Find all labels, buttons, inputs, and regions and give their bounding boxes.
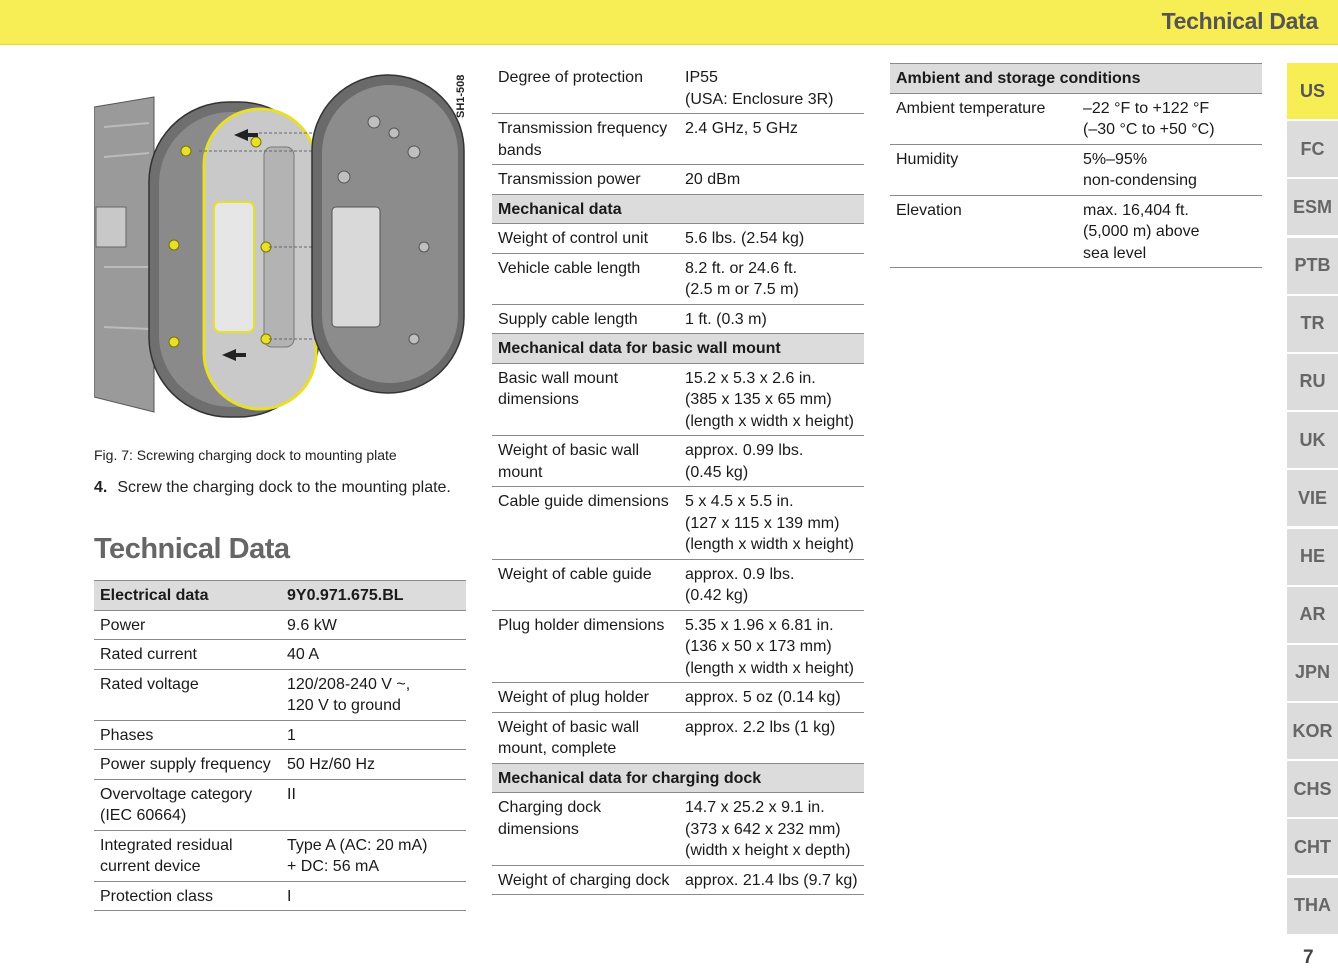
page-header <box>0 0 1338 45</box>
table-section-header <box>492 334 864 364</box>
tab-chs[interactable]: CHS <box>1287 761 1338 817</box>
tab-fc[interactable]: FC <box>1287 121 1338 177</box>
table-cell: 120/208-240 V ~, 120 V to ground <box>281 669 466 720</box>
tab-us[interactable]: US <box>1287 63 1338 119</box>
table-cell: 8.2 ft. or 24.6 ft. (2.5 m or 7.5 m) <box>679 253 864 304</box>
tab-he[interactable]: HE <box>1287 529 1338 585</box>
table-cell: 14.7 x 25.2 x 9.1 in. (373 x 642 x 232 mm) (width x height x depth) <box>679 793 864 866</box>
table-cell: Weight of plug holder <box>492 683 679 713</box>
table-row <box>492 253 864 304</box>
table-cell: I <box>281 881 466 911</box>
table-cell: Plug holder dimensions <box>492 610 679 683</box>
page-number: 7 <box>1303 947 1314 968</box>
tab-ptb[interactable]: PTB <box>1287 238 1338 294</box>
table-cell: Overvoltage category (IEC 60664) <box>94 779 281 830</box>
table-cell: Mechanical data for basic wall mount <box>492 334 864 364</box>
table-cell: Mechanical data <box>492 194 864 224</box>
table-row <box>94 640 466 670</box>
tab-tr[interactable]: TR <box>1287 296 1338 352</box>
table-row <box>94 779 466 830</box>
figure-code-text: SH1-508 <box>455 74 467 118</box>
table-row <box>94 881 466 911</box>
table-cell: approx. 2.2 lbs (1 kg) <box>679 712 864 763</box>
table-row <box>492 114 864 165</box>
table-cell: Ambient and storage conditions <box>890 64 1262 94</box>
tab-kor[interactable]: KOR <box>1287 703 1338 759</box>
table-cell: 5%–95% non-condensing <box>1077 144 1262 195</box>
table-row <box>492 559 864 610</box>
figure-caption: Fig. 7: Screwing charging dock to mounting plate <box>94 447 397 463</box>
figure-charging-dock <box>94 67 466 440</box>
table-cell: Charging dock dimensions <box>492 793 679 866</box>
table-row <box>492 224 864 254</box>
table-cell: 9Y0.971.675.BL <box>281 581 466 611</box>
table-section-header <box>492 763 864 793</box>
table-cell: 15.2 x 5.3 x 2.6 in. (385 x 135 x 65 mm) (length x width x height) <box>679 363 864 436</box>
table-cell: Humidity <box>890 144 1077 195</box>
table-cell: Weight of charging dock <box>492 865 679 895</box>
tab-uk[interactable]: UK <box>1287 412 1338 468</box>
table-cell: 9.6 kW <box>281 610 466 640</box>
table-cell: Weight of basic wall mount <box>492 436 679 487</box>
table-cell: 2.4 GHz, 5 GHz <box>679 114 864 165</box>
table-row <box>94 669 466 720</box>
tab-ru[interactable]: RU <box>1287 354 1338 410</box>
table-row <box>492 304 864 334</box>
table-row <box>890 93 1262 144</box>
table-cell: max. 16,404 ft. (5,000 m) above sea level <box>1077 195 1262 268</box>
table-row <box>492 63 864 114</box>
table-cell: Electrical data <box>94 581 281 611</box>
table-cell: Integrated residual current device <box>94 830 281 881</box>
tab-tha[interactable]: THA <box>1287 878 1338 934</box>
table-row <box>492 712 864 763</box>
table-row <box>492 793 864 866</box>
table-cell: 20 dBm <box>679 165 864 195</box>
table-cell: Mechanical data for charging dock <box>492 763 864 793</box>
table-cell: Type A (AC: 20 mA) + DC: 56 mA <box>281 830 466 881</box>
step-number: 4. <box>94 479 108 496</box>
table-row <box>890 195 1262 268</box>
header-title: Technical Data <box>1161 8 1318 34</box>
tab-vie[interactable]: VIE <box>1287 470 1338 526</box>
table-cell: Weight of control unit <box>492 224 679 254</box>
section-title: Technical Data <box>94 533 290 565</box>
step-text: Screw the charging dock to the mounting plate. <box>117 479 451 496</box>
table-cell: Power supply frequency <box>94 750 281 780</box>
table-cell: Ambient temperature <box>890 93 1077 144</box>
table-row <box>492 363 864 436</box>
table-cell: 5.6 lbs. (2.54 kg) <box>679 224 864 254</box>
tab-esm[interactable]: ESM <box>1287 179 1338 235</box>
table-cell: Rated current <box>94 640 281 670</box>
tab-ar[interactable]: AR <box>1287 587 1338 643</box>
language-tabs <box>1287 63 1338 936</box>
table-cell: Rated voltage <box>94 669 281 720</box>
table-row <box>492 165 864 195</box>
table-cell: IP55 (USA: Enclosure 3R) <box>679 63 864 114</box>
table-cell: approx. 0.9 lbs. (0.42 kg) <box>679 559 864 610</box>
table-row <box>492 865 864 895</box>
table-row <box>492 683 864 713</box>
table-cell: Phases <box>94 720 281 750</box>
table-cell: Transmission frequency bands <box>492 114 679 165</box>
table-row <box>492 610 864 683</box>
table-cell: approx. 21.4 lbs (9.7 kg) <box>679 865 864 895</box>
table-cell: 5.35 x 1.96 x 6.81 in. (136 x 50 x 173 mm) (length x width x height) <box>679 610 864 683</box>
table-cell: approx. 0.99 lbs. (0.45 kg) <box>679 436 864 487</box>
table-cell: Power <box>94 610 281 640</box>
table-header-row <box>94 581 466 611</box>
table-row <box>492 487 864 560</box>
electrical-data-table <box>94 580 466 911</box>
table-cell: Basic wall mount dimensions <box>492 363 679 436</box>
table-cell: II <box>281 779 466 830</box>
table-cell: Weight of cable guide <box>492 559 679 610</box>
table-cell: 40 A <box>281 640 466 670</box>
table-cell: Transmission power <box>492 165 679 195</box>
table-row <box>94 610 466 640</box>
table-cell: Cable guide dimensions <box>492 487 679 560</box>
table-row <box>94 750 466 780</box>
table-cell: Vehicle cable length <box>492 253 679 304</box>
figure-code <box>453 68 467 120</box>
table-cell: 5 x 4.5 x 5.5 in. (127 x 115 x 139 mm) (length x width x height) <box>679 487 864 560</box>
table-cell: approx. 5 oz (0.14 kg) <box>679 683 864 713</box>
table-cell: Elevation <box>890 195 1077 268</box>
instruction-step <box>94 479 451 497</box>
tab-cht[interactable]: CHT <box>1287 819 1338 875</box>
table-cell: Degree of protection <box>492 63 679 114</box>
table-row <box>492 436 864 487</box>
tab-jpn[interactable]: JPN <box>1287 645 1338 701</box>
charging-dock-illustration <box>94 67 466 440</box>
table-cell: Weight of basic wall mount, complete <box>492 712 679 763</box>
table-cell: Protection class <box>94 881 281 911</box>
table-cell: –22 °F to +122 °F (–30 °C to +50 °C) <box>1077 93 1262 144</box>
ambient-conditions-table <box>890 63 1262 268</box>
table-row <box>94 830 466 881</box>
table-section-header <box>890 64 1262 94</box>
table-row <box>94 720 466 750</box>
table-cell: 1 <box>281 720 466 750</box>
table-cell: 1 ft. (0.3 m) <box>679 304 864 334</box>
table-row <box>890 144 1262 195</box>
table-cell: 50 Hz/60 Hz <box>281 750 466 780</box>
mechanical-data-table <box>492 63 864 895</box>
table-cell: Supply cable length <box>492 304 679 334</box>
table-section-header <box>492 194 864 224</box>
